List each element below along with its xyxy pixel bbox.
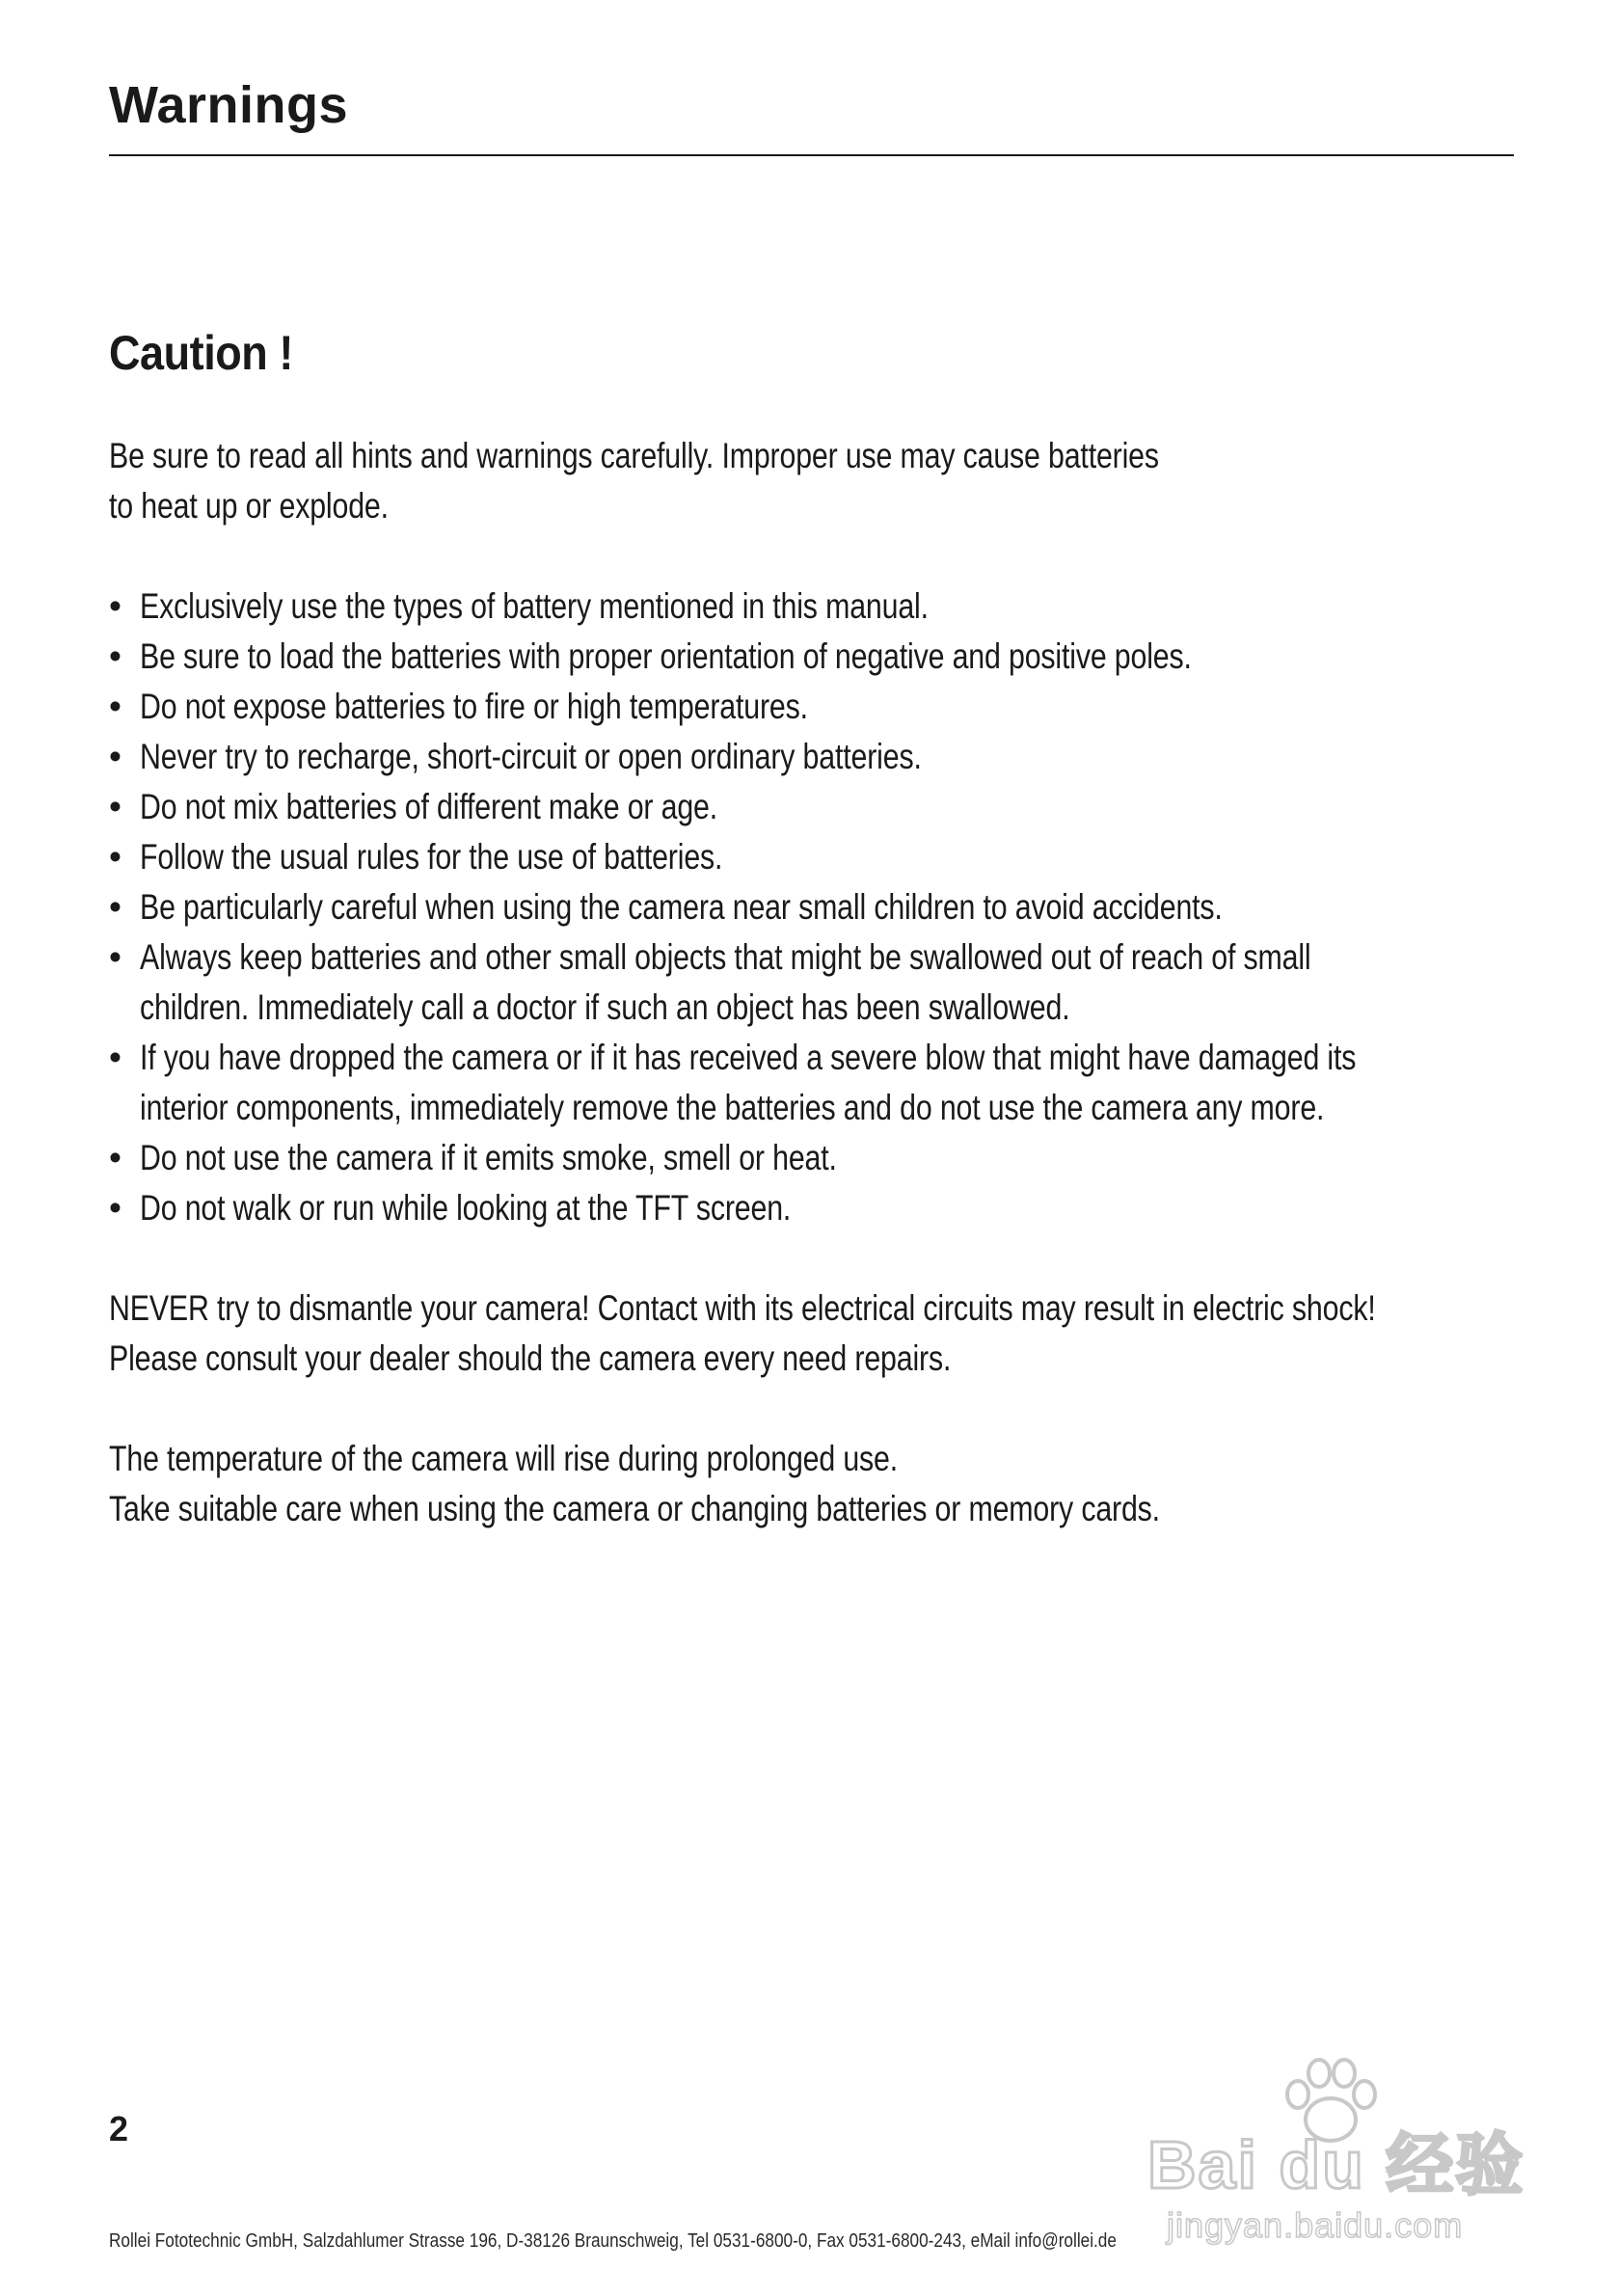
bullet-icon: • [109,837,121,877]
list-item-text: Do not mix batteries of different make or age. [140,787,718,826]
list-item-text: Follow the usual rules for the use of batteries. [140,837,723,877]
bullet-icon: • [109,787,121,826]
footer-address: Rollei Fototechnic GmbH, Salzdahlumer Strasse 196, D-38126 Braunschweig, Tel 0531-6800-0, Fax 0531-6800-243, eMail info@rollei.de [109,2230,1117,2252]
list-item-text: Never try to recharge, short-circuit or open ordinary batteries. [140,737,922,776]
bullet-icon: • [109,636,121,676]
list-item [109,581,1536,632]
list-item-text: Be sure to load the batteries with proper orientation of negative and positive poles. [140,636,1192,676]
list-item-text: interior components, immediately remove the batteries and do not use the camera any more. [140,1088,1325,1127]
intro-line: to heat up or explode. [109,486,389,526]
watermark-url: jingyan.baidu.com [1167,2205,1464,2245]
temperature-paragraph [109,1434,1536,1534]
main-content [109,323,1536,1584]
list-item-text: Do not walk or run while looking at the TFT screen. [140,1188,792,1228]
list-item-text: children. Immediately call a doctor if such an object has been swallowed. [140,987,1070,1027]
bullet-icon: • [109,586,121,626]
bullet-icon: • [109,1138,121,1177]
list-item [109,1133,1536,1183]
list-item-text: If you have dropped the camera or if it has received a severe blow that might have damaged its [140,1038,1357,1077]
temperature-line: Take suitable care when using the camera or changing batteries or memory cards. [109,1489,1160,1528]
page-title: Warnings [109,76,349,134]
list-item [109,732,1536,782]
bullet-icon: • [109,737,121,776]
intro-line: Be sure to read all hints and warnings carefully. Improper use may cause batteries [109,436,1159,475]
list-item [109,1183,1536,1233]
list-item [109,682,1536,732]
bullet-icon: • [109,1188,121,1228]
list-item-text: Always keep batteries and other small objects that might be swallowed out of reach of small [140,937,1311,977]
bullet-icon: • [109,687,121,726]
list-item-text: Be particularly careful when using the camera near small children to avoid accidents. [140,887,1223,927]
list-item [109,782,1536,832]
list-item [109,932,1536,1033]
bullet-icon: • [109,887,121,927]
warning-list [109,581,1536,1233]
list-item [109,832,1536,882]
intro-paragraph [109,431,1536,531]
temperature-line: The temperature of the camera will rise during prolonged use. [109,1439,899,1478]
bullet-icon: • [109,1038,121,1077]
list-item [109,1033,1536,1133]
page-header [109,75,1514,156]
watermark-logo-text: Bai du 经验 [1147,2127,1525,2202]
never-dismantle-paragraph [109,1283,1536,1384]
list-item-text: Exclusively use the types of battery mentioned in this manual. [140,586,929,626]
list-item [109,632,1536,682]
list-item-text: Do not expose batteries to fire or high temperatures. [140,687,808,726]
section-title: Caution ! [109,326,293,380]
never-dismantle-line: NEVER try to dismantle your camera! Contact with its electrical circuits may result in electric shock! [109,1288,1376,1328]
bullet-icon: • [109,937,121,977]
page-number: 2 [109,2109,129,2148]
never-dismantle-line: Please consult your dealer should the camera every need repairs. [109,1338,952,1378]
list-item-text: Do not use the camera if it emits smoke, smell or heat. [140,1138,837,1177]
baidu-watermark [1147,2054,1552,2247]
list-item [109,882,1536,932]
